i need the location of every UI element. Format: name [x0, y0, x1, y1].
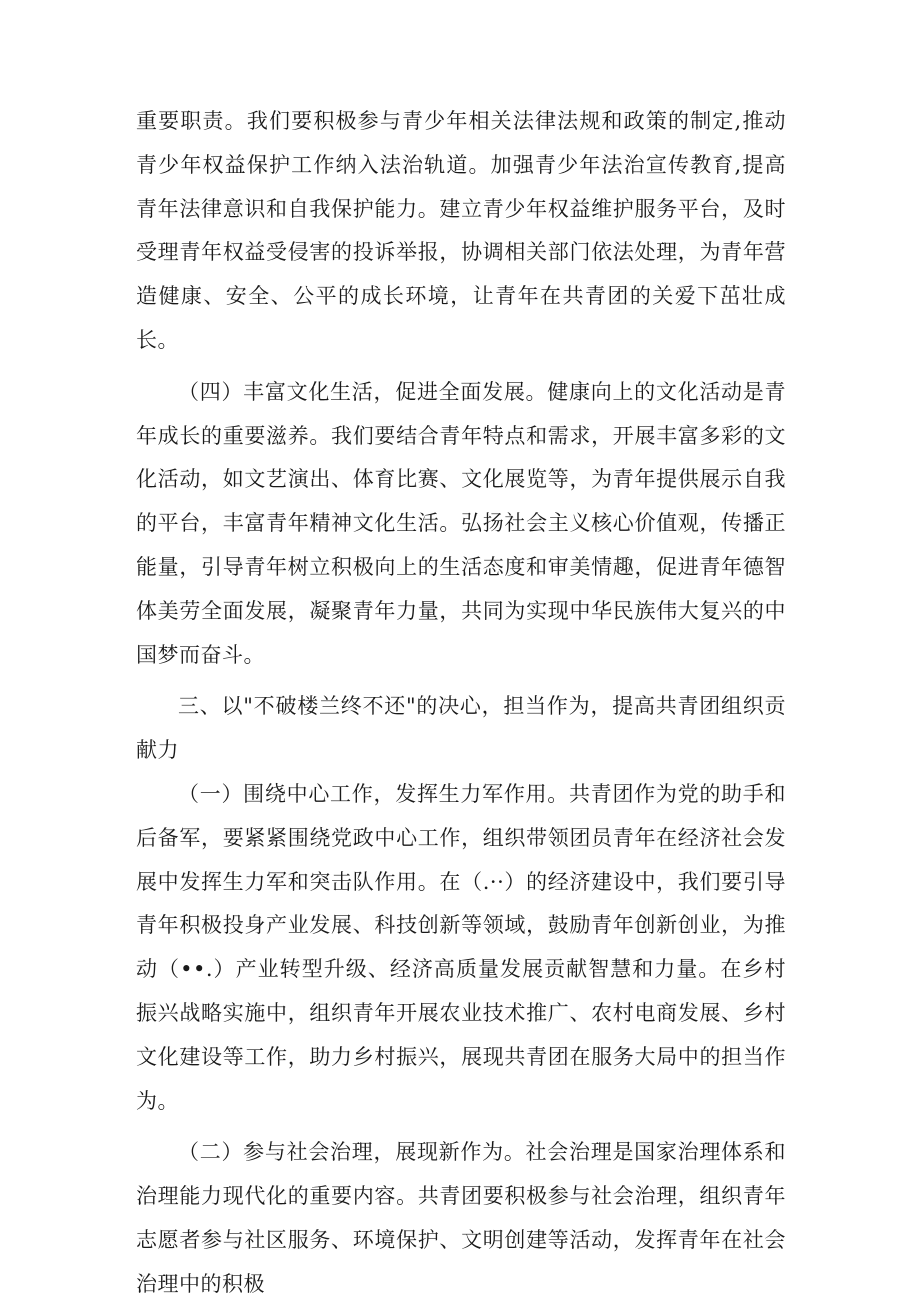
document-page [136, 100, 786, 1307]
paragraph-social-governance: （二）参与社会治理，展现新作为。社会治理是国家治理体系和治理能力现代化的重要内容。共青团要积极参与社会治理，组织青年志愿者参与社区服务、环境保护、文明创建等活动，发挥青年在社会治理中的积极 [136, 1140, 786, 1296]
paragraph-center-work: （一）围绕中心工作，发挥生力军作用。共青团作为党的助手和后备军，要紧紧围绕党政中心工作，组织带领团员青年在经济社会发展中发挥生力军和突击队作用。在（.··）的经济建设中，我们要引导青年积极投身产业发展、科技创新等领域，鼓励青年创新创业，为推动（••.）产业转型升级、经济高质量发展贡献智慧和力量。在乡村振兴战略实施中，组织青年开展农业技术推广、农村电商发展、乡村文化建设等工作，助力乡村振兴，展现共青团在服务大局中的担当作为。 [136, 781, 786, 1113]
paragraph-culture-life: （四）丰富文化生活，促进全面发展。健康向上的文化活动是青年成长的重要滋养。我们要结合青年特点和需求，开展丰富多彩的文化活动，如文艺演出、体育比赛、文化展览等，为青年提供展示自我的平台，丰富青年精神文化生活。弘扬社会主义核心价值观，传播正能量，引导青年树立积极向上的生活态度和审美情趣，促进青年德智体美劳全面发展，凝聚青年力量，共同为实现中华民族伟大复兴的中国梦而奋斗。 [136, 379, 786, 667]
paragraph-rights-protection: 重要职责。我们要积极参与青少年相关法律法规和政策的制定,推动青少年权益保护工作纳入法治轨道。加强青少年法治宣传教育,提高青年法律意识和自我保护能力。建立青少年权益维护服务平台，及时受理青年权益受侵害的投诉举报，协调相关部门依法处理，为青年营造健康、安全、公平的成长环境，让青年在共青团的关爱下茁壮成长。 [136, 109, 786, 352]
section-heading-three: 三、以"不破楼兰终不还"的决心，担当作为，提高共青团组织贡献力 [136, 694, 786, 763]
